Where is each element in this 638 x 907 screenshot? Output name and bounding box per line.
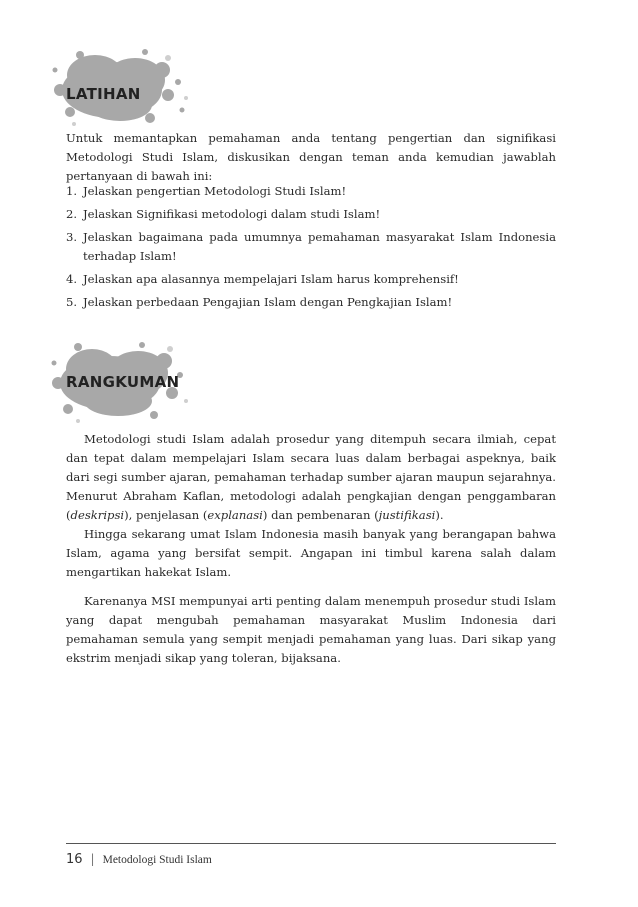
page-footer: [66, 852, 212, 867]
list-item-text: Jelaskan pengertian Metodologi Studi Islam!: [83, 184, 347, 198]
list-item-text: Jelaskan Signifikasi metodologi dalam studi Islam!: [83, 207, 381, 221]
list-item-number: 3.: [66, 230, 78, 244]
rangkuman-title: RANGKUMAN: [66, 373, 180, 391]
term-deskripsi: deskripsi: [70, 508, 125, 522]
list-item-text: Jelaskan apa alasannya mempelajari Islam harus komprehensif!: [83, 272, 459, 286]
rangkuman-header: [50, 335, 190, 425]
rangkuman-paragraph-2: Hingga sekarang umat Islam Indonesia masih banyak yang berangapan bahwa Islam, agama yang bersifat sempit. Angapan ini timbul karena salah dalam mengartikan hakekat Islam.: [66, 527, 556, 579]
list-item: [66, 205, 556, 224]
term-justifikasi: justifikasi: [378, 508, 436, 522]
question-list: [66, 182, 556, 316]
rangkuman-paragraph-3: Karenanya MSI mempunyai arti penting dalam menempuh prosedur studi Islam yang dapat mengubah pemahaman masyarakat Muslim Indonesia dari pemahaman semula yang sempit menjadi pemahaman yang luas. Dari sikap yang ekstrim menjadi sikap yang toleran, bijaksana.: [66, 594, 556, 665]
latihan-intro: Untuk memantapkan pemahaman anda tentang pengertian dan signifikasi Metodologi Studi Islam, diskusikan dengan teman anda kemudian jawablah pertanyaan di bawah ini:: [66, 131, 556, 183]
paragraph-text: ), penjelasan (: [124, 508, 208, 522]
latihan-header: [50, 40, 190, 130]
paragraph-text: ).: [435, 508, 444, 522]
page-number: 16: [66, 852, 83, 867]
latihan-title: LATIHAN: [66, 85, 141, 103]
list-item-number: 1.: [66, 184, 78, 198]
paragraph-text: ) dan pembenaran (: [262, 508, 379, 522]
list-item: [66, 270, 556, 289]
list-item-number: 2.: [66, 207, 78, 221]
footer-divider: [66, 843, 556, 844]
list-item-text: Jelaskan bagaimana pada umumnya pemahaman masyarakat Islam Indonesia terhadap Islam!: [83, 230, 556, 263]
list-item: [66, 182, 556, 201]
list-item-number: 5.: [66, 295, 78, 309]
footer-separator: |: [90, 852, 95, 866]
list-item: [66, 228, 556, 266]
list-item: [66, 293, 556, 312]
paragraph-text: Metodologi studi Islam adalah prosedur yang ditempuh secara ilmiah, cepat dan tepat dalam mempelajari Islam secara luas dalam berbagai aspeknya, baik dari segi sumber ajaran, pemahaman terhadap sumber ajaran maupun sejarahnya. Menurut Abraham Kaflan, metodologi adalah pengkajian dengan penggambaran (: [66, 432, 556, 522]
list-item-text: Jelaskan perbedaan Pengajian Islam dengan Pengkajian Islam!: [83, 295, 453, 309]
book-title: Metodologi Studi Islam: [102, 854, 212, 866]
rangkuman-paragraph-1: [66, 430, 556, 525]
term-explanasi: explanasi: [207, 508, 263, 522]
list-item-number: 4.: [66, 272, 78, 286]
